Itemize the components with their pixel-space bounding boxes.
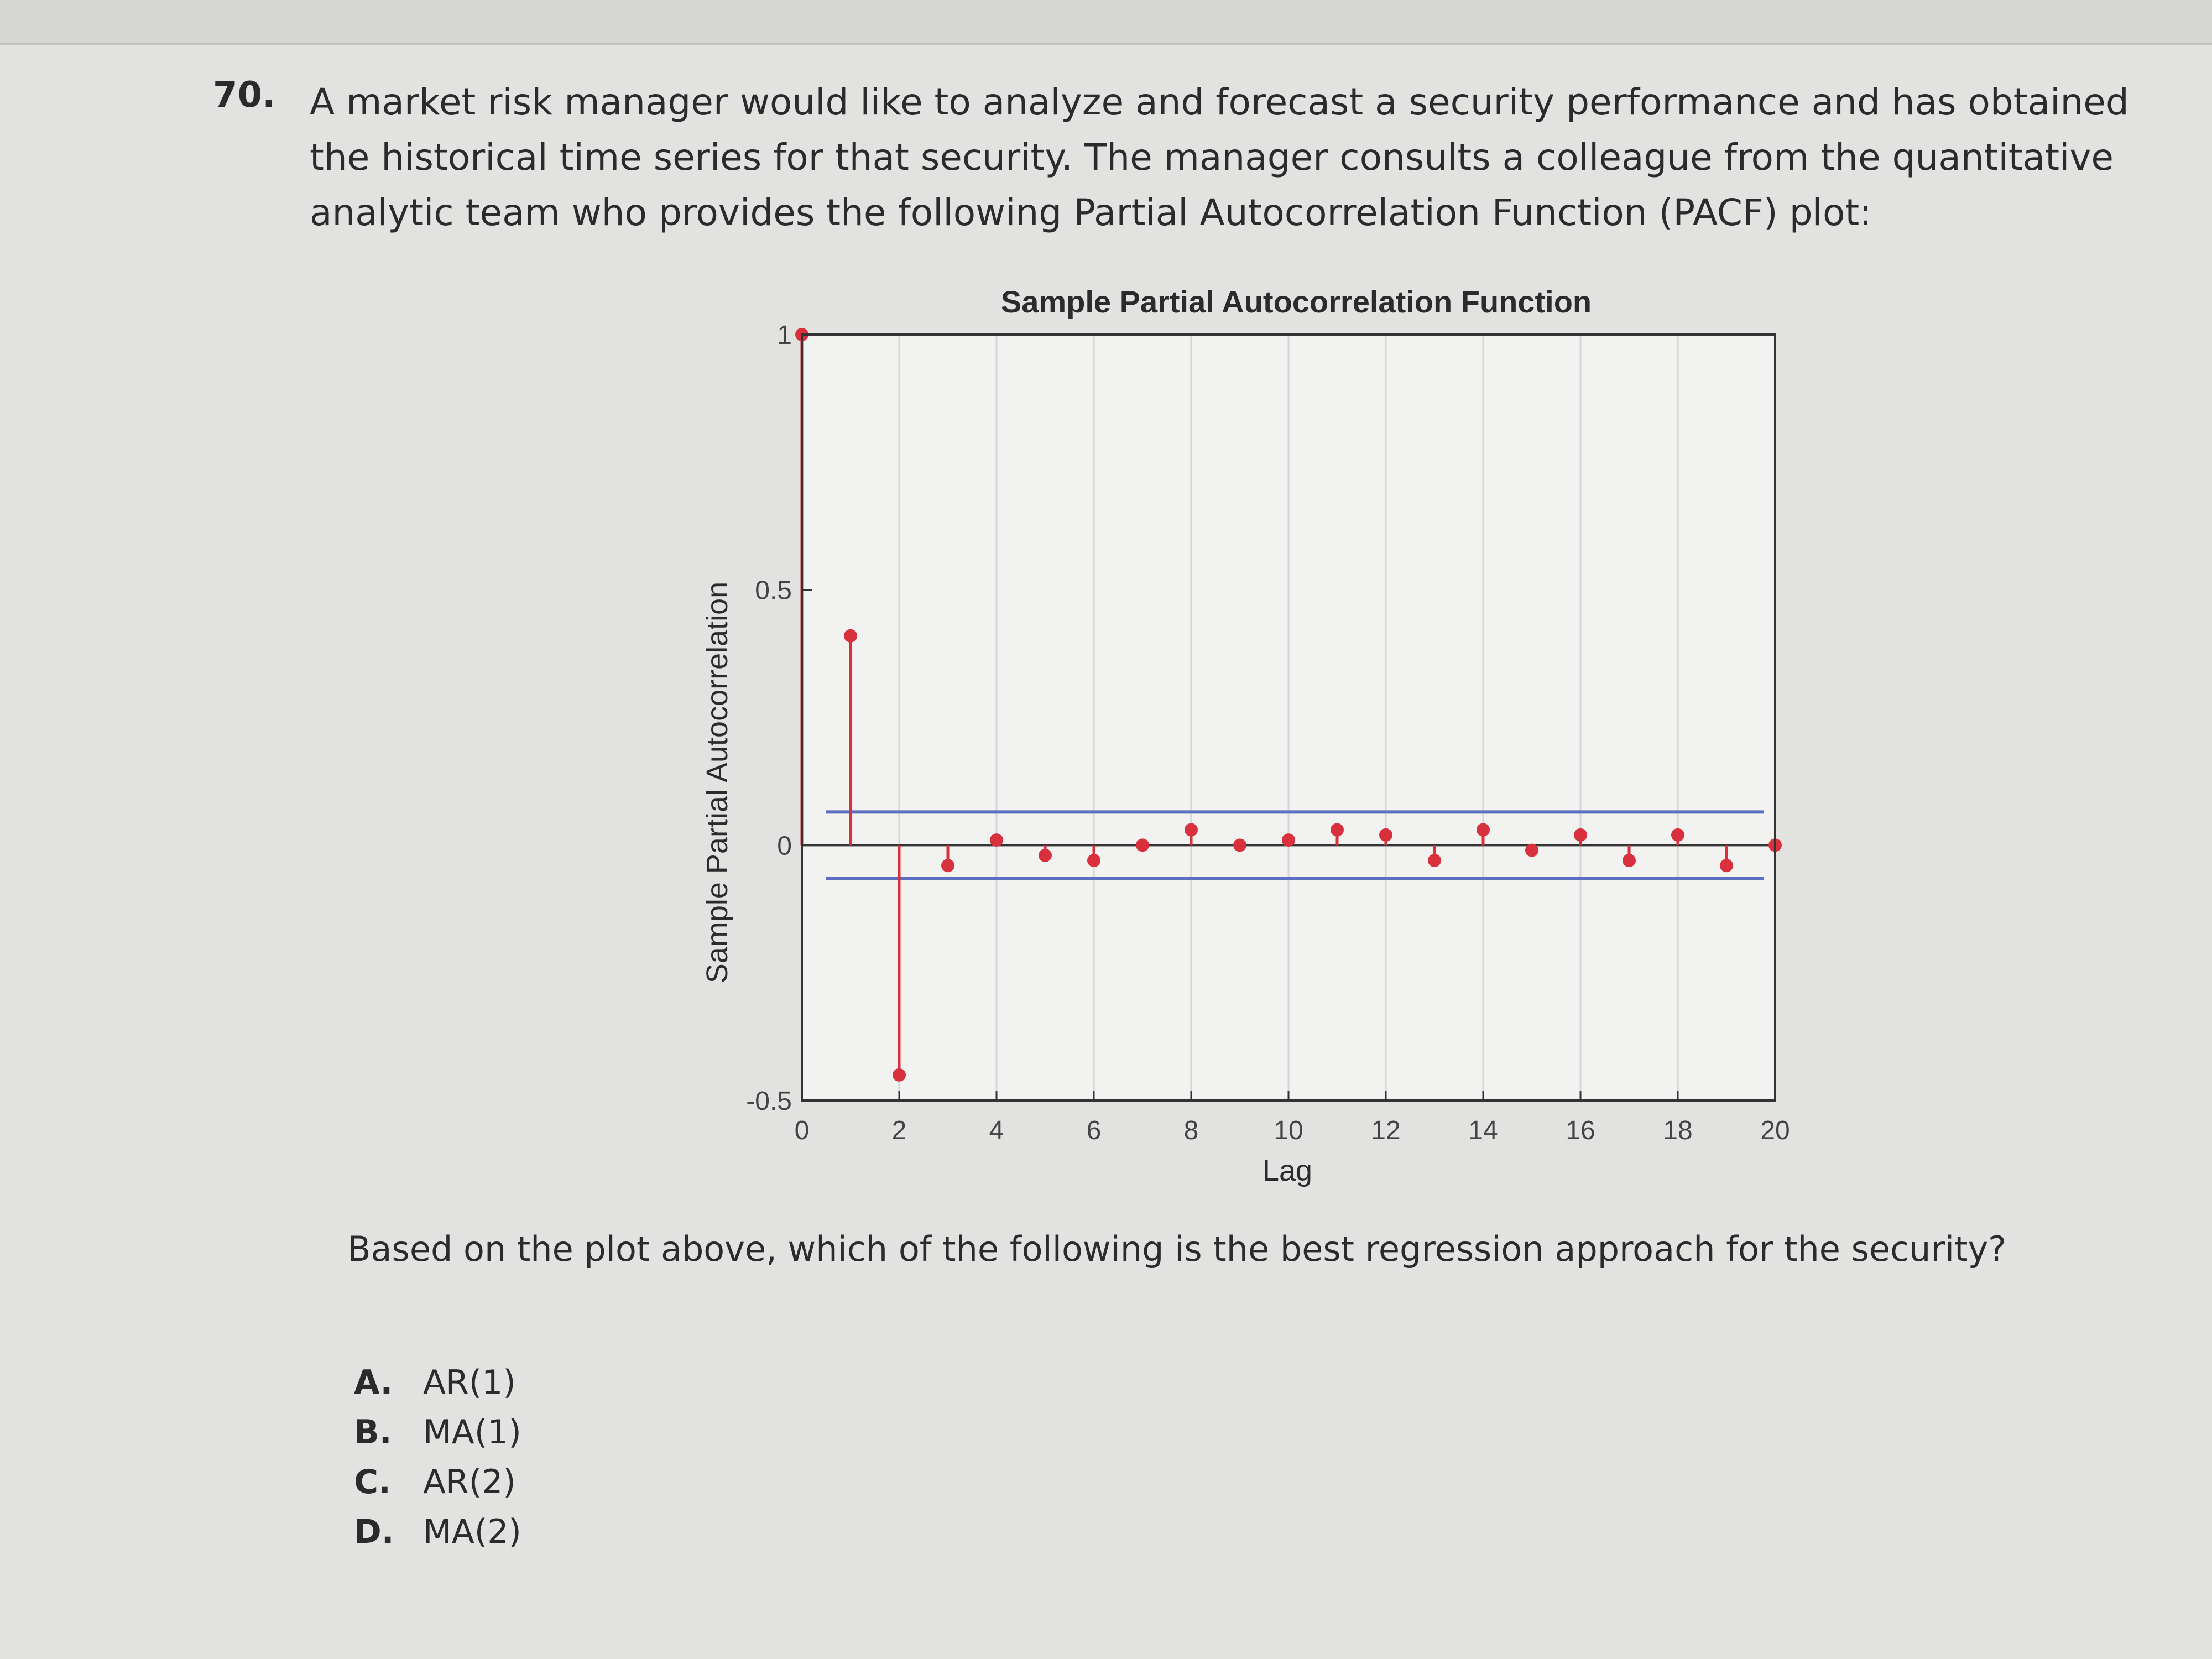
option-letter: B.: [354, 1413, 392, 1452]
x-tick-label: 18: [1663, 1116, 1693, 1145]
x-tick-label: 20: [1760, 1116, 1790, 1145]
question-number: 70.: [213, 75, 276, 116]
pacf-point: [1233, 838, 1246, 852]
option-letter: D.: [354, 1512, 394, 1551]
option-label: AR(1): [423, 1363, 516, 1402]
option-letter: C.: [354, 1463, 391, 1501]
answer-options: [354, 1358, 521, 1557]
pacf-point: [990, 833, 1003, 847]
x-tick-label: 8: [1183, 1116, 1199, 1145]
pacf-point: [1477, 823, 1490, 837]
question-text: A market risk manager would like to analyze and forecast a security performance and has obtained the historical time series for that security. The manager consults a colleague from the quantitative analytic team who provides the following Partial Autocorrelation Function (PACF) plot:: [310, 81, 2129, 234]
option-d[interactable]: [354, 1507, 521, 1557]
x-tick-label: 14: [1468, 1116, 1498, 1145]
y-tick-label: 1: [777, 321, 792, 350]
pacf-point: [1087, 854, 1100, 867]
pacf-point: [1331, 823, 1344, 837]
option-b[interactable]: [354, 1407, 521, 1457]
option-label: AR(2): [423, 1463, 516, 1501]
x-tick-label: 10: [1274, 1116, 1303, 1145]
pacf-point: [1574, 828, 1587, 842]
option-label: MA(1): [423, 1413, 521, 1452]
pacf-point: [1039, 849, 1052, 862]
option-a[interactable]: [354, 1358, 521, 1407]
y-tick-label: 0: [777, 831, 792, 861]
followup-question: Based on the plot above, which of the following is the best regression approach for the security?: [347, 1229, 2007, 1269]
option-c[interactable]: [354, 1457, 521, 1507]
pacf-point: [1720, 859, 1733, 872]
y-tick-label: -0.5: [746, 1087, 792, 1116]
pacf-point: [941, 859, 954, 872]
monitor-top-bar: [0, 0, 2212, 45]
y-tick-label: 0.5: [755, 576, 792, 606]
pacf-chart: [675, 271, 1836, 1211]
pacf-point: [1525, 844, 1538, 857]
x-tick-label: 2: [891, 1116, 907, 1145]
pacf-point: [1185, 823, 1198, 837]
option-label: MA(2): [423, 1512, 521, 1551]
option-letter: A.: [354, 1363, 393, 1402]
pacf-point: [1428, 854, 1441, 867]
pacf-point: [1136, 838, 1149, 852]
y-axis-label: Sample Partial Autocorrelation: [701, 581, 734, 984]
x-axis-label: Lag: [1262, 1154, 1313, 1187]
pacf-point: [1282, 833, 1295, 847]
x-tick-label: 6: [1086, 1116, 1102, 1145]
x-tick-label: 16: [1566, 1116, 1595, 1145]
pacf-point: [844, 629, 857, 643]
chart-title: Sample Partial Autocorrelation Function: [1000, 284, 1592, 319]
pacf-point: [893, 1068, 906, 1082]
pacf-point: [1623, 854, 1636, 867]
x-tick-label: 4: [989, 1116, 1004, 1145]
pacf-point: [1379, 828, 1392, 842]
pacf-point: [1671, 828, 1684, 842]
x-tick-label: 12: [1371, 1116, 1401, 1145]
x-tick-label: 0: [794, 1116, 810, 1145]
